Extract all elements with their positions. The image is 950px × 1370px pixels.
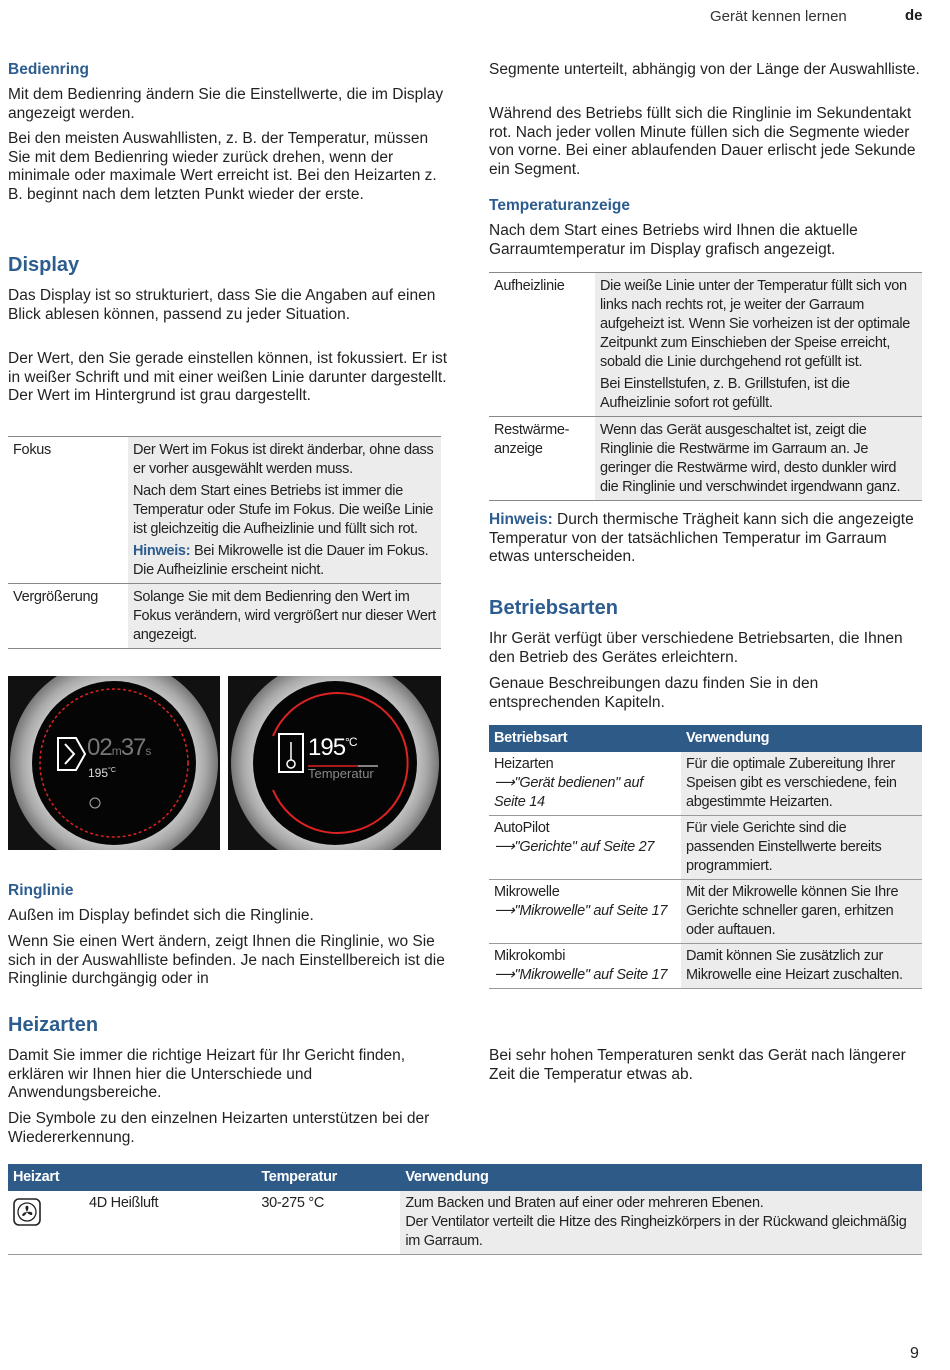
mode-name: Mikrowelle [494, 884, 560, 900]
temperature-range: 30-275 °C [256, 1191, 400, 1255]
timer-minutes-unit: m [111, 744, 121, 758]
temperature-value: 195 [88, 766, 109, 780]
description-text: Die weiße Linie unter der Temperatur füllt sich von links nach rechts rot, je weiter der Garraum aufgeheizt ist. Wenn Sie vorheizen ist der optimale Zeitpunkt zum Einschieben der Speise erreicht, sobald die Linie durchgehend rot gefüllt ist. [600, 278, 911, 370]
usage-cell [400, 1191, 922, 1255]
display-dial-graphic [8, 676, 220, 850]
cross-reference-link[interactable] [494, 774, 676, 812]
betriebsarten-heading: Betriebsarten [489, 597, 618, 619]
column-header: Verwendung [681, 725, 922, 752]
description-cell [595, 273, 922, 417]
heizarten-paragraph-1: Damit Sie immer die richtige Heizart für Ihr Gericht finden, erklären wir Ihnen hier die Unterschiede und Anwendungsbereiche. [8, 1047, 406, 1102]
term-cell: Fokus [13, 442, 51, 458]
cross-reference-text: "Gerichte" auf Seite 27 [514, 839, 655, 855]
mode-name: AutoPilot [494, 820, 550, 836]
language-code: de [905, 7, 923, 24]
table-header-row [489, 725, 922, 752]
temperaturanzeige-heading: Temperaturanzeige [489, 197, 630, 214]
description-text: Der Wert im Fokus ist direkt änderbar, ohne dass er vorher ausgewählt werden muss. [133, 442, 434, 477]
table-row [489, 752, 922, 816]
cross-reference-text: "Gerät bedienen" auf Seite 14 [494, 775, 643, 810]
page-number: 9 [910, 1345, 919, 1362]
timer-readout [87, 734, 150, 762]
mode-cell [489, 816, 681, 880]
running-header-title: Gerät kennen lernen [710, 8, 847, 25]
hint-label: Hinweis: [489, 511, 553, 528]
display-image-timer [8, 676, 220, 850]
focused-temperature [308, 734, 357, 762]
hint-text: Durch thermische Trägheit kann sich die angezeigte Temperatur von der tatsächlichen Temperatur im Garraum etwas unterscheiden. [489, 511, 914, 566]
cross-reference-text: "Mikrowelle" auf Seite 17 [514, 967, 668, 983]
table-row [489, 816, 922, 880]
temperature-unit: °C [108, 767, 116, 774]
description-text: Solange Sie mit dem Bedienring den Wert im Fokus verändern, wird vergrößert nur dieser Wert angezeigt. [133, 589, 436, 643]
mode-cell [489, 880, 681, 944]
mode-cell [489, 752, 681, 816]
table-row [489, 944, 922, 989]
description-cell [595, 417, 922, 501]
table-row [489, 273, 922, 417]
column-header: Betriebsart [489, 725, 681, 752]
timer-seconds: 37 [120, 734, 146, 761]
mode-name: Mikrokombi [494, 948, 566, 964]
cross-reference-link[interactable] [494, 902, 676, 921]
timer-minutes: 02 [87, 734, 112, 761]
column-header: Temperatur [256, 1164, 400, 1191]
description-text: Nach dem Start eines Betriebs ist immer die Temperatur oder Stufe im Fokus. Die weiße Linie ist gleichzeitig die Aufheizlinie und füllt sich rot. [133, 483, 434, 537]
mode-name: Heizarten [494, 756, 554, 772]
hint-label: Hinweis: [133, 543, 191, 559]
hint-paragraph [133, 542, 436, 580]
cross-reference-text: "Mikrowelle" auf Seite 17 [514, 903, 668, 919]
description-cell [128, 437, 441, 584]
term-cell: Vergrößerung [13, 589, 99, 605]
temperature-unit: °C [345, 735, 357, 749]
bedienring-heading: Bedienring [8, 61, 89, 78]
term-cell: Restwärme-anzeige [494, 422, 570, 457]
temperature-hint [489, 511, 929, 567]
description-text: Bei Einstellstufen, z. B. Grillstufen, ist die Aufheizlinie sofort rot gefüllt. [600, 376, 850, 411]
temperature-value: 195 [308, 734, 346, 761]
table-row [489, 880, 922, 944]
bedienring-paragraph-1: Mit dem Bedienring ändern Sie die Einstellwerte, die im Display angezeigt werden. [8, 86, 444, 122]
heizarten-table [8, 1164, 922, 1255]
usage-cell: Damit können Sie zusätzlich zur Mikrowelle eine Heizart zuschalten. [681, 944, 922, 989]
usage-cell: Für die optimale Zubereitung Ihrer Speisen gibt es verschiedene, fein abgestimmte Heizarten. [681, 752, 922, 816]
temperature-definition-table [489, 272, 922, 501]
table-row [8, 437, 441, 584]
hint-text: Bei Mikrowelle ist die Dauer im Fokus. Die Aufheizlinie erscheint nicht. [133, 543, 429, 578]
timer-seconds-unit: s [145, 744, 151, 758]
cross-reference-link[interactable] [494, 966, 676, 985]
ringlinie-paragraph-4: Während des Betriebs füllt sich die Ringlinie im Sekundentakt rot. Nach jeder vollen Minute füllen sich die Segmente wieder von vorne. Bei einer ablaufenden Dauer erlischt jede Sekunde ein Segment. [489, 105, 916, 179]
ringlinie-paragraph-3: Segmente unterteilt, abhängig von der Länge der Auswahlliste. [489, 61, 920, 78]
temperature-label: Temperatur [308, 766, 374, 781]
ringlinie-paragraph-2: Wenn Sie einen Wert ändern, zeigt Ihnen die Ringlinie, wo Sie sich in der Auswahlliste befinden. Je nach Einstellbereich ist die Ringlinie durchgängig oder in [8, 933, 445, 988]
display-heading: Display [8, 254, 80, 276]
table-header-row [8, 1164, 922, 1191]
fan-icon [13, 1198, 41, 1232]
betriebsarten-paragraph-1: Ihr Gerät verfügt über verschiedene Betriebsarten, die Ihnen den Betrieb des Gerätes erleichtern. [489, 630, 903, 666]
usage-cell: Für viele Gerichte sind die passenden Einstellwerte bereits programmiert. [681, 816, 922, 880]
ringlinie-heading: Ringlinie [8, 882, 74, 899]
cross-reference-link[interactable] [494, 838, 676, 857]
temperaturanzeige-paragraph: Nach dem Start eines Betriebs wird Ihnen die aktuelle Garraumtemperatur im Display grafisch angezeigt. [489, 222, 858, 258]
arrow-right-icon: ⟶ [494, 967, 515, 983]
display-paragraph-1: Das Display ist so strukturiert, dass Sie die Angaben auf einen Blick ablesen können, passend zu jeder Situation. [8, 287, 436, 323]
table-row [8, 1191, 922, 1255]
arrow-right-icon: ⟶ [494, 839, 515, 855]
heating-mode-name: 4D Heißluft [84, 1191, 256, 1255]
display-image-temperature [228, 676, 441, 850]
arrow-right-icon: ⟶ [494, 775, 515, 791]
heizarten-paragraph-2: Die Symbole zu den einzelnen Heizarten unterstützen bei der Wiedererkennung. [8, 1110, 430, 1146]
heizarten-heading: Heizarten [8, 1014, 99, 1036]
column-header: Verwendung [400, 1164, 922, 1191]
heating-icon-cell [8, 1191, 84, 1255]
usage-cell: Mit der Mikrowelle können Sie Ihre Gerichte schneller garen, erhitzen oder auftauen. [681, 880, 922, 944]
description-text: Wenn das Gerät ausgeschaltet ist, zeigt die Ringlinie die Restwärme im Garraum an. Je geringer die Restwärme wird, desto dunkler wird die Ringlinie und verschwindet irgendwann ganz. [600, 422, 901, 495]
temperature-readout [88, 766, 116, 780]
arrow-right-icon: ⟶ [494, 903, 515, 919]
bedienring-paragraph-2: Bei den meisten Auswahllisten, z. B. der Temperatur, müssen Sie mit dem Bedienring wieder zurück drehen, wenn der minimale oder maximale Wert erreicht ist. Bei den Heizarten z. B. beginnt nach dem letzten Punkt wieder der erste. [8, 130, 437, 204]
term-cell: Aufheizlinie [494, 278, 565, 294]
display-paragraph-2: Der Wert, den Sie gerade einstellen können, ist fokussiert. Er ist in weißer Schrift und mit einer weißen Linie darunter dargestellt. Der Wert im Hintergrund ist grau dargestellt. [8, 350, 448, 405]
betriebsarten-table [489, 725, 922, 989]
usage-text: Zum Backen und Braten auf einer oder mehreren Ebenen. [405, 1195, 764, 1211]
column-header: Heizart [8, 1164, 256, 1191]
heizarten-paragraph-3: Bei sehr hohen Temperaturen senkt das Gerät nach längerer Zeit die Temperatur etwas ab. [489, 1047, 906, 1083]
usage-text: Der Ventilator verteilt die Hitze des Ringheizkörpers in der Rückwand gleichmäßig im Garraum. [405, 1214, 907, 1249]
table-row [8, 584, 441, 649]
mode-cell [489, 944, 681, 989]
display-definition-table [8, 436, 441, 649]
table-row [489, 417, 922, 501]
description-cell [128, 584, 441, 649]
display-dial-graphic [228, 676, 441, 850]
ringlinie-paragraph-1: Außen im Display befindet sich die Ringlinie. [8, 907, 314, 924]
betriebsarten-paragraph-2: Genaue Beschreibungen dazu finden Sie in den entsprechenden Kapiteln. [489, 675, 819, 711]
